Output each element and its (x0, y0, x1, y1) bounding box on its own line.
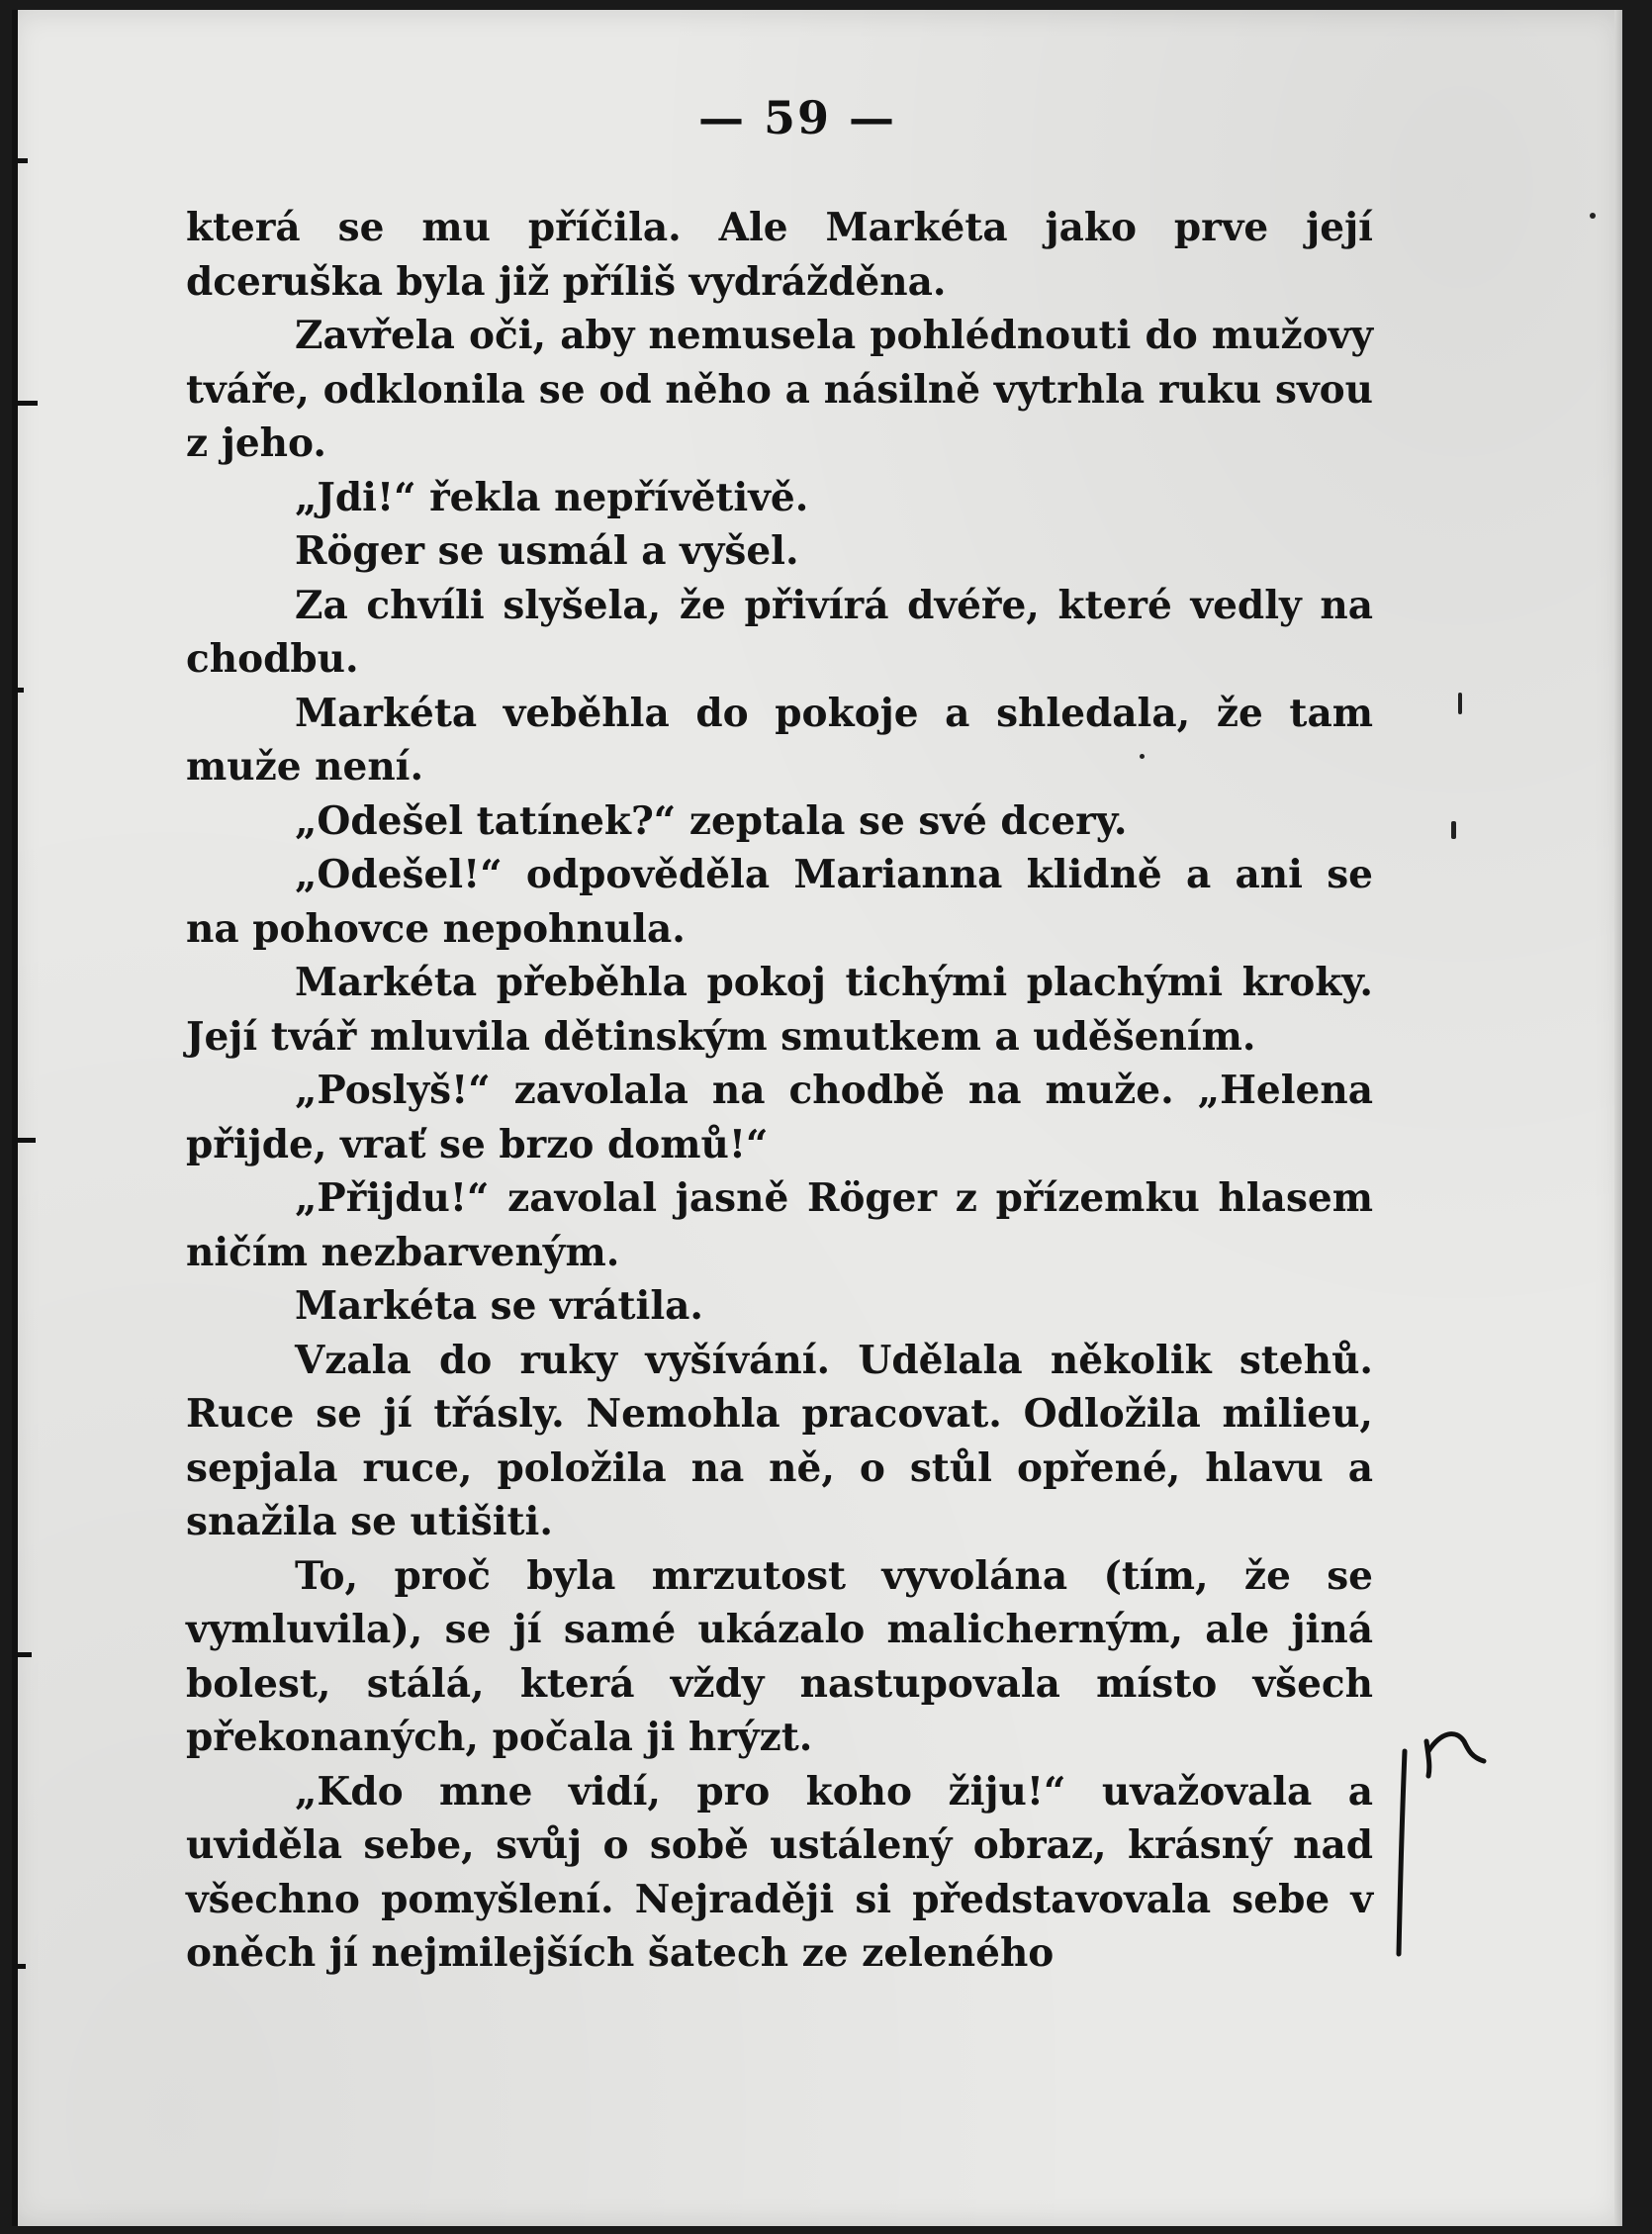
paper-speck (1140, 754, 1145, 759)
paragraph: Markéta se vrátila. (295, 1283, 704, 1329)
paragraph: Markéta přeběhla pokoj tichými plachými kroky. Její tvář mluvila dětinským smutkem a uděšením. (186, 960, 1373, 1060)
paragraph: Röger se usmál a vyšel. (295, 528, 799, 574)
paragraph: „Přijdu!“ zavolal jasně Röger z přízemku hlasem ničím nezbarveným. (186, 1175, 1373, 1275)
page-right-edge (1614, 10, 1622, 2226)
paragraph: Zavřela oči, aby nemusela pohlédnouti do mužovy tváře, odklonila se od něho a násilně vytrhla ruku svou z jeho. (186, 313, 1373, 466)
paragraph: která se mu příčila. Ale Markéta jako prve její dceruška byla již příliš vydrážděna. (186, 205, 1373, 305)
paragraph: Markéta veběhla do pokoje a shledala, že tam muže není. (186, 690, 1373, 790)
book-page (12, 10, 1622, 2226)
paragraph: „Jdi!“ řekla nepřívětivě. (295, 474, 809, 520)
paragraph: „Poslyš!“ zavolala na chodbě na muže. „Helena přijde, vrať se brzo domů!“ (186, 1068, 1373, 1167)
paragraph: Za chvíli slyšela, že přivírá dvéře, které vedly na chodbu. (186, 582, 1373, 682)
paper-speck (1458, 693, 1462, 714)
paragraph: To, proč byla mrzutost vyvolána (tím, že se vymluvila), se jí samé ukázalo malicherným, ale jiná bolest, stálá, která vždy nastupovala místo všech překonaných, počala ji hrýzt. (186, 1552, 1373, 1760)
page-number: — 59 — (697, 91, 897, 144)
body-text (186, 201, 1373, 1981)
margin-pencil-mark (1387, 1722, 1506, 1969)
paper-speck (1451, 821, 1456, 839)
paragraph: „Kdo mne vidí, pro koho žiju!“ uvažovala a uviděla sebe, svůj o sobě ustálený obraz, krásný nad všechno pomyšlení. Nejraději si představovala sebe v oněch jí nejmilejších šatech ze zeleného (186, 1768, 1373, 1976)
paragraph: „Odešel tatínek?“ zeptala se své dcery. (295, 797, 1128, 844)
paragraph: Vzala do ruky vyšívání. Udělala několik stehů. Ruce se jí třásly. Nemohla pracovat. Odložila milieu, sepjala ruce, položila na ně, o stůl opřené, hlavu a snažila se utišiti. (186, 1337, 1373, 1544)
paragraph: „Odešel!“ odpověděla Marianna klidně a ani se na pohovce nepohnula. (186, 852, 1373, 952)
left-binding-rule (12, 10, 18, 2226)
paper-speck (1590, 213, 1596, 219)
